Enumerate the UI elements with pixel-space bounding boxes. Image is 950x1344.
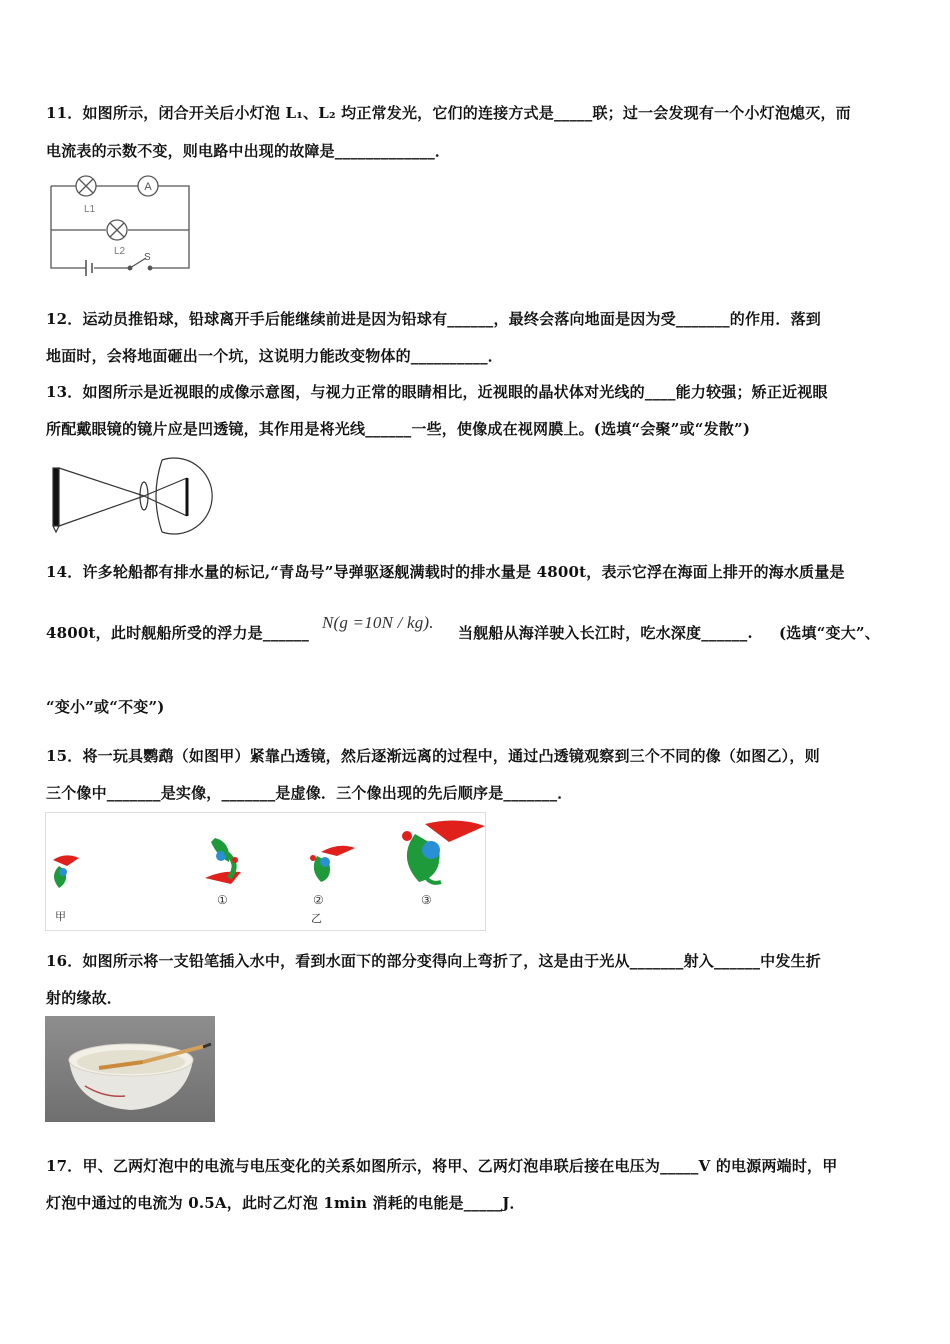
q11-line2: 电流表的示数不变，则电路中出现的故障是_____________． (46, 142, 451, 160)
q14-line1: 14．许多轮船都有排水量的标记,“青岛号”导弹驱逐舰满载时的排水量是 4800t，表示它浮在海面上排开的海水质量是 (46, 563, 845, 581)
q15-line2: 三个像中_______是实像，_______是虚像．三个像出现的先后顺序是_______． (46, 784, 573, 802)
battery-icon (86, 260, 92, 276)
q13-line1: 13．如图所示是近视眼的成像示意图，与视力正常的眼睛相比，近视眼的晶状体对光线的____能力较强；矫正近视眼 (46, 383, 828, 401)
parrot-images-figure (45, 812, 487, 932)
q17-line1: 17．甲、乙两灯泡中的电流与电压变化的关系如图所示，将甲、乙两灯泡串联后接在电压为_____V 的电源两端时，甲 (46, 1157, 838, 1175)
q14-formula: N(g =10N / kg). (322, 613, 434, 632)
q17-line2: 灯泡中通过的电流为 0.5A，此时乙灯泡 1min 消耗的电能是_____J． (46, 1194, 525, 1212)
q12-line1: 12．运动员推铅球，铅球离开手后能继续前进是因为铅球有______，最终会落向地面是因为受_______的作用．落到 (46, 310, 821, 328)
circuit-diagram (46, 172, 196, 278)
q14-line2c: (选填“变大”、 (779, 624, 880, 642)
q15-line1: 15．将一玩具鹦鹉（如图甲）紧靠凸透镜，然后逐渐远离的过程中，通过凸透镜观察到三个不同的像（如图乙），则 (46, 747, 820, 765)
label-yi: 乙 (311, 912, 322, 925)
q13-line2: 所配戴眼镜的镜片应是凹透镜，其作用是将光线______一些，使像成在视网膜上。(选填“会聚”或“发散”) (46, 420, 751, 438)
switch-label: S (144, 252, 151, 263)
q14-line3: “变小”或“不变”) (46, 698, 165, 716)
myopia-eye-diagram (44, 448, 219, 536)
q14-line2b: 当舰船从海洋驶入长江时，吃水深度______. (458, 624, 753, 642)
pencil-in-water-photo (45, 1016, 215, 1122)
q12-line2: 地面时，会将地面砸出一个坑，这说明力能改变物体的__________． (46, 347, 504, 365)
label-2: ② (313, 893, 324, 907)
q14-line2a: 4800t，此时舰船所受的浮力是______ (46, 624, 310, 642)
label-1: ① (217, 893, 228, 907)
ammeter-label: A (144, 181, 152, 193)
label-jia: 甲 (55, 910, 66, 923)
q16-line2: 射的缘故． (46, 989, 123, 1007)
l2-label: L2 (114, 246, 126, 257)
label-3: ③ (421, 893, 432, 907)
q11-line1: 11．如图所示，闭合开关后小灯泡 L₁、L₂ 均正常发光，它们的连接方式是_____联；过一会发现有一个小灯泡熄灭，而 (46, 104, 851, 122)
q16-line1: 16．如图所示将一支铅笔插入水中，看到水面下的部分变得向上弯折了，这是由于光从_______射入______中发生折 (46, 952, 821, 970)
l1-label: L1 (84, 204, 96, 215)
